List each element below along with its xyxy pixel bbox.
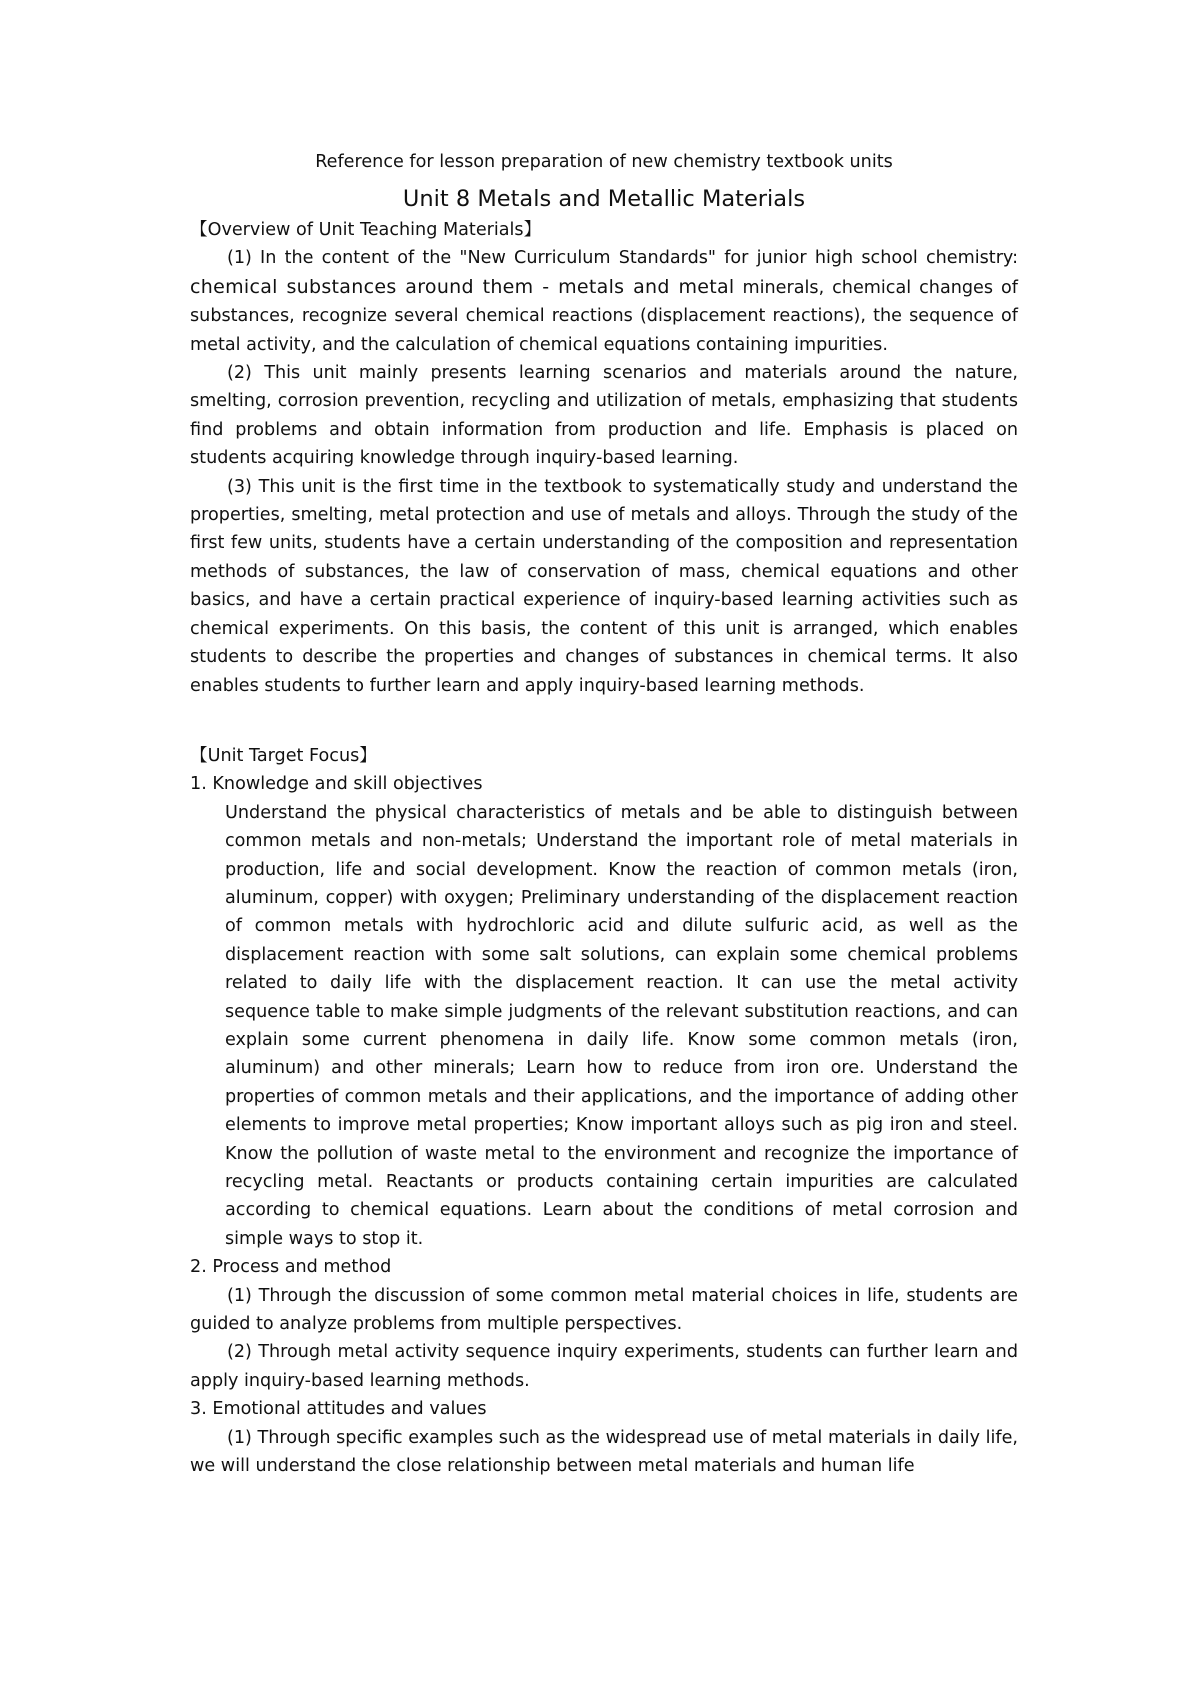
knowledge-body: Understand the physical characteristics of metals and be able to distinguish between common metals and non-metals; Understand the important role of metal materials in production, life and social development. Know the reaction of common metals (iron, aluminum, copper) with oxygen; Preliminary understanding of the displacement reaction of common metals with hydrochloric acid and dilute sulfuric acid, as well as the displacement reaction with some salt solutions, can explain some chemical problems related to daily life with the displacement reaction. It can use the metal activity sequence table to make simple judgments of the relevant substitution reactions, and can explain some current phenomena in daily life. Know some common metals (iron, aluminum) and other minerals; Learn how to reduce from iron ore. Understand the properties of common metals and their applications, and the importance of adding other elements to improve metal properties; Know important alloys such as pig iron and steel. Know the pollution of waste metal to the environment and recognize the importance of recycling metal. Reactants or products containing certain impurities are calculated according to chemical equations. Learn about the conditions of metal corrosion and simple ways to stop it.: [225, 802, 1018, 1249]
unit-title: Unit 8 Metals and Metallic Materials: [402, 186, 806, 212]
knowledge-heading: 1. Knowledge and skill objectives: [190, 774, 483, 795]
process-item-2: (2) Through metal activity sequence inquiry experiments, students can further learn and apply inquiry-based learning methods.: [190, 1342, 1018, 1391]
overview-p1-large: chemical substances around them - metals and metal: [190, 275, 735, 298]
emotional-item-1: (1) Through specific examples such as the widespread use of metal materials in daily life, we will understand the close relationship between metal materials and human life: [190, 1427, 1018, 1477]
document-page: [190, 148, 1018, 1480]
section-spacer: [190, 700, 1018, 742]
overview-paragraph-1: [190, 244, 1018, 359]
emotional-heading: 3. Emotional attitudes and values: [190, 1399, 487, 1420]
overview-paragraph-2: (2) This unit mainly presents learning scenarios and materials around the nature, smelting, corrosion prevention, recycling and utilization of metals, emphasizing that students find problems and obtain information from production and life. Emphasis is placed on students acquiring knowledge through inquiry-based learning.: [190, 363, 1018, 469]
overview-paragraph-3: (3) This unit is the first time in the textbook to systematically study and understand the properties, smelting, metal protection and use of metals and alloys. Through the study of the first few units, students have a certain understanding of the composition and representation methods of substances, the law of conservation of mass, chemical equations and other basics, and have a certain practical experience of inquiry-based learning activities such as chemical experiments. On this basis, the content of this unit is arranged, which enables students to describe the properties and changes of substances in chemical terms. It also enables students to further learn and apply inquiry-based learning methods.: [190, 476, 1018, 696]
overview-heading: 【Overview of Unit Teaching Materials】: [190, 220, 542, 240]
overview-p1-end: minerals, chemical changes of substances, recognize several chemical reactions (displacement reactions), the sequence of metal activity, and the calculation of chemical equations containing impurities.: [190, 277, 1018, 355]
process-item-1: (1) Through the discussion of some common metal material choices in life, students are guided to analyze problems from multiple perspectives.: [190, 1285, 1018, 1335]
overview-p1-start: (1) In the content of the "New Curriculum Standards" for junior high school chemistry:: [226, 248, 1018, 269]
targets-heading: 【Unit Target Focus】: [190, 745, 377, 766]
reference-title: Reference for lesson preparation of new chemistry textbook units: [315, 152, 893, 172]
process-heading: 2. Process and method: [190, 1257, 392, 1278]
